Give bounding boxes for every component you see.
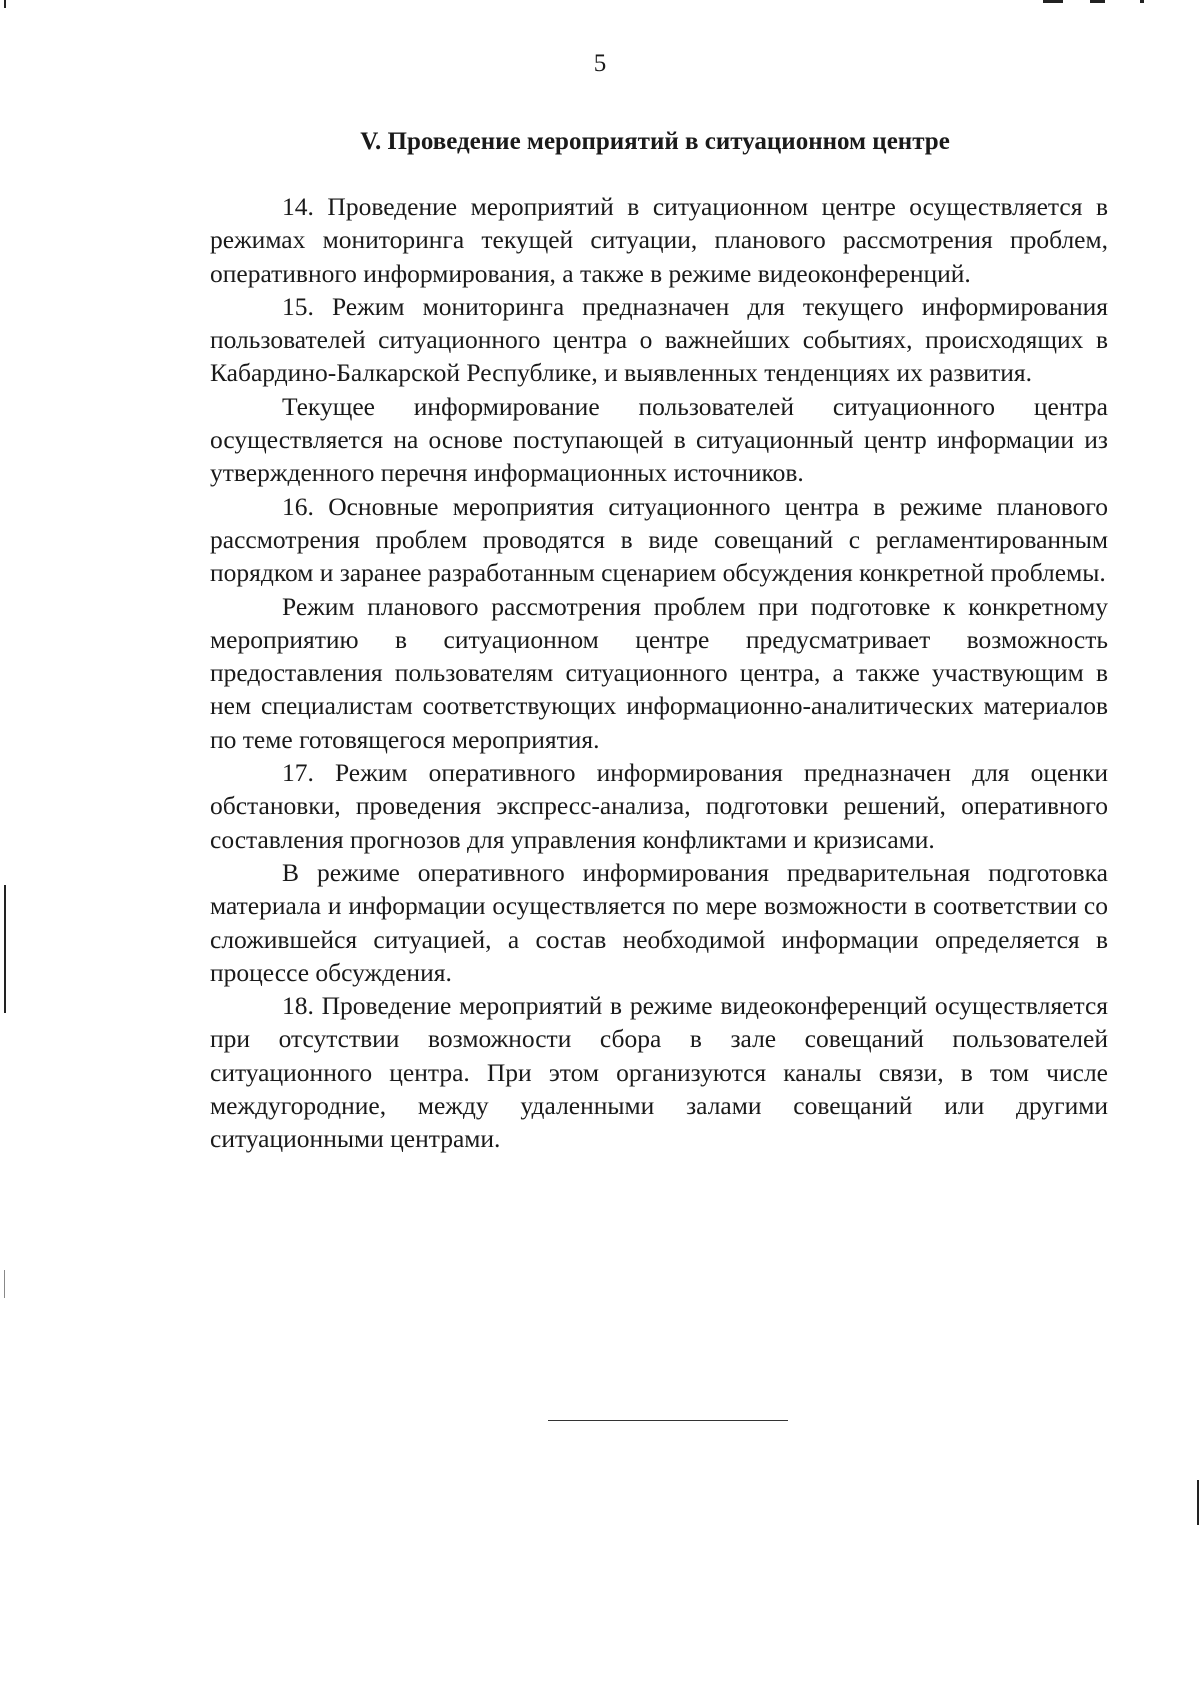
page-number: 5 <box>593 50 607 77</box>
document-body <box>210 190 1108 1156</box>
scan-artifact-mark <box>4 885 6 1013</box>
end-of-text-divider <box>548 1420 788 1421</box>
paragraph-16: 16. Основные мероприятия ситуационного центра в режиме планового рассмотрения проблем проводятся в виде совещаний с регламентированным порядком и заранее разработанным сценарием обсуждения конкретной проблемы. <box>210 491 1108 588</box>
paragraph-17: 17. Режим оперативного информирования предназначен для оценки обстановки, проведения экспресс-анализа, подготовки решений, оперативного составления прогнозов для управления конфликтами и кризисами. <box>210 758 1108 854</box>
scan-artifact-mark <box>1140 0 1144 3</box>
scan-artifact-mark <box>1197 1480 1199 1525</box>
scan-artifact-mark <box>4 0 6 8</box>
scan-artifact-mark <box>1090 0 1105 3</box>
section-title: V. Проведение мероприятий в ситуационном центре <box>360 128 950 155</box>
scan-artifact-mark <box>4 1270 5 1298</box>
paragraph-17-continued: В режиме оперативного информирования предварительная подготовка материала и информации осуществляется по мере возможности в соответствии со сложившейся ситуацией, а состав необходимой информации определяется в процессе обсуждения. <box>210 857 1108 987</box>
paragraph-16-continued: Режим планового рассмотрения проблем при подготовке к конкретному мероприятию в ситуационном центре предусматривает возможность предоставления пользователям ситуационного центра, а также участвующим в нем специалистам соответствующих информационно-аналитических материалов по теме готовящегося мероприятия. <box>210 591 1108 754</box>
paragraph-18: 18. Проведение мероприятий в режиме видеоконференций осуществляется при отсутствии возможности сбора в зале совещаний пользователей ситуационного центра. При этом организуются каналы связи, в том числе междугородние, между удаленными залами совещаний или другими ситуационными центрами. <box>210 991 1108 1154</box>
paragraph-15: 15. Режим мониторинга предназначен для текущего информирования пользователей ситуационного центра о важнейших событиях, происходящих в Кабардино-Балкарской Республике, и выявленных тенденциях их развития. <box>210 291 1108 388</box>
paragraph-14: 14. Проведение мероприятий в ситуационном центре осуществляется в режимах мониторинга текущей ситуации, планового рассмотрения проблем, оперативного информирования, а также в режиме видеоконференций. <box>210 192 1108 288</box>
paragraph-15-continued: Текущее информирование пользователей ситуационного центра осуществляется на основе поступающей в ситуационный центр информации из утвержденного перечня информационных источников. <box>210 391 1108 488</box>
scan-artifact-mark <box>1043 0 1063 3</box>
